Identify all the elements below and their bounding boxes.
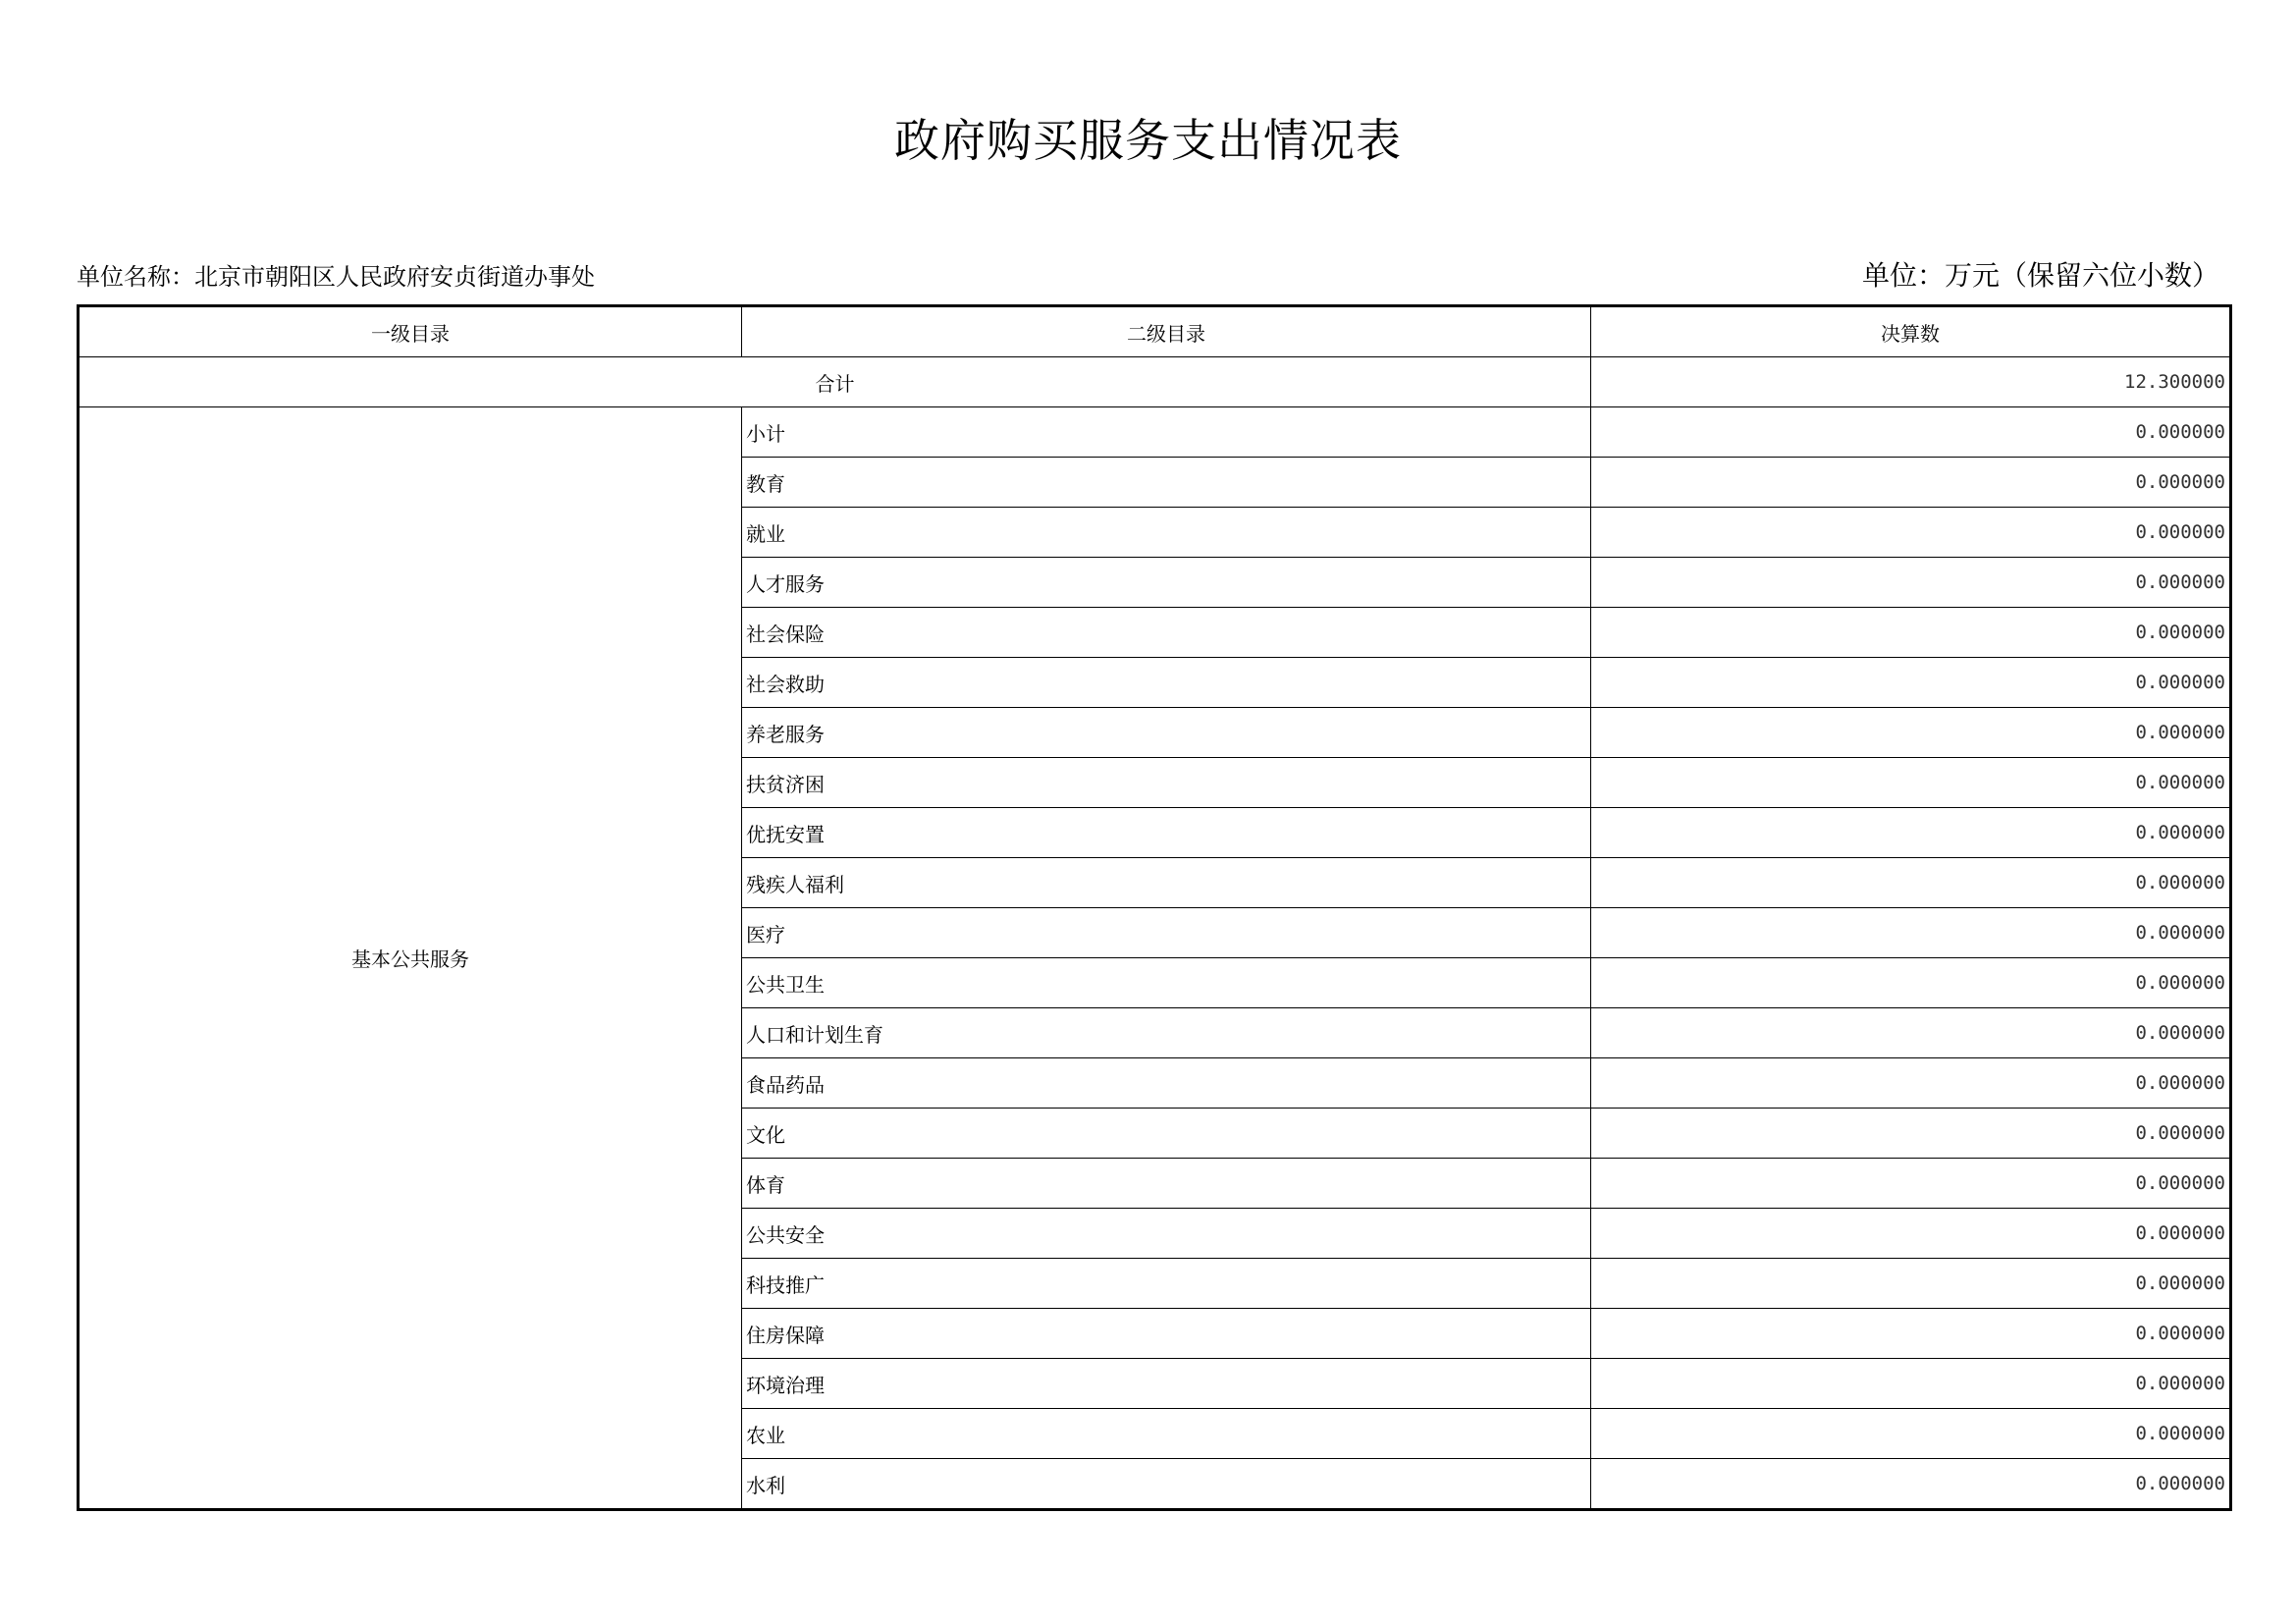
row-label: 社会保险 (742, 608, 1591, 658)
row-value: 0.000000 (1591, 808, 2231, 858)
row-label: 就业 (742, 508, 1591, 558)
row-value: 0.000000 (1591, 1359, 2231, 1409)
row-value: 0.000000 (1591, 1259, 2231, 1309)
row-label: 体育 (742, 1159, 1591, 1209)
row-value: 0.000000 (1591, 1409, 2231, 1459)
row-label: 人口和计划生育 (742, 1008, 1591, 1058)
row-value: 0.000000 (1591, 1109, 2231, 1159)
row-value: 0.000000 (1591, 1058, 2231, 1109)
row-value: 0.000000 (1591, 558, 2231, 608)
row-label: 残疾人福利 (742, 858, 1591, 908)
row-label: 养老服务 (742, 708, 1591, 758)
row-value: 0.000000 (1591, 1209, 2231, 1259)
page-title: 政府购买服务支出情况表 (894, 114, 1402, 167)
total-label: 合计 (79, 357, 1591, 407)
row-label: 文化 (742, 1109, 1591, 1159)
row-value: 0.000000 (1591, 508, 2231, 558)
header-amount: 决算数 (1591, 306, 2231, 357)
row-value: 0.000000 (1591, 1309, 2231, 1359)
row-label: 人才服务 (742, 558, 1591, 608)
table-row (79, 407, 2231, 458)
header-row (79, 306, 2231, 357)
expenditure-table (77, 304, 2232, 1511)
row-value: 0.000000 (1591, 1008, 2231, 1058)
row-label: 小计 (742, 407, 1591, 458)
row-value: 0.000000 (1591, 608, 2231, 658)
table-body (79, 306, 2231, 1510)
row-value: 0.000000 (1591, 658, 2231, 708)
total-value: 12.300000 (1591, 357, 2231, 407)
unit-measure-label: 单位：万元（保留六位小数） (1861, 259, 2219, 292)
row-label: 教育 (742, 458, 1591, 508)
row-value: 0.000000 (1591, 958, 2231, 1008)
row-label: 环境治理 (742, 1359, 1591, 1409)
row-value: 0.000000 (1591, 1159, 2231, 1209)
row-label: 优抚安置 (742, 808, 1591, 858)
unit-name-label: 单位名称：北京市朝阳区人民政府安贞街道办事处 (77, 263, 595, 291)
row-label: 科技推广 (742, 1259, 1591, 1309)
row-label: 公共卫生 (742, 958, 1591, 1008)
total-row (79, 357, 2231, 407)
row-value: 0.000000 (1591, 758, 2231, 808)
row-label: 农业 (742, 1409, 1591, 1459)
row-value: 0.000000 (1591, 407, 2231, 458)
row-label: 住房保障 (742, 1309, 1591, 1359)
group-name: 基本公共服务 (79, 407, 742, 1510)
row-label: 水利 (742, 1459, 1591, 1510)
row-label: 扶贫济困 (742, 758, 1591, 808)
row-value: 0.000000 (1591, 858, 2231, 908)
row-value: 0.000000 (1591, 1459, 2231, 1510)
row-label: 公共安全 (742, 1209, 1591, 1259)
row-value: 0.000000 (1591, 708, 2231, 758)
row-label: 医疗 (742, 908, 1591, 958)
row-label: 食品药品 (742, 1058, 1591, 1109)
header-level1: 一级目录 (79, 306, 742, 357)
header-level2: 二级目录 (742, 306, 1591, 357)
row-value: 0.000000 (1591, 908, 2231, 958)
row-label: 社会救助 (742, 658, 1591, 708)
row-value: 0.000000 (1591, 458, 2231, 508)
